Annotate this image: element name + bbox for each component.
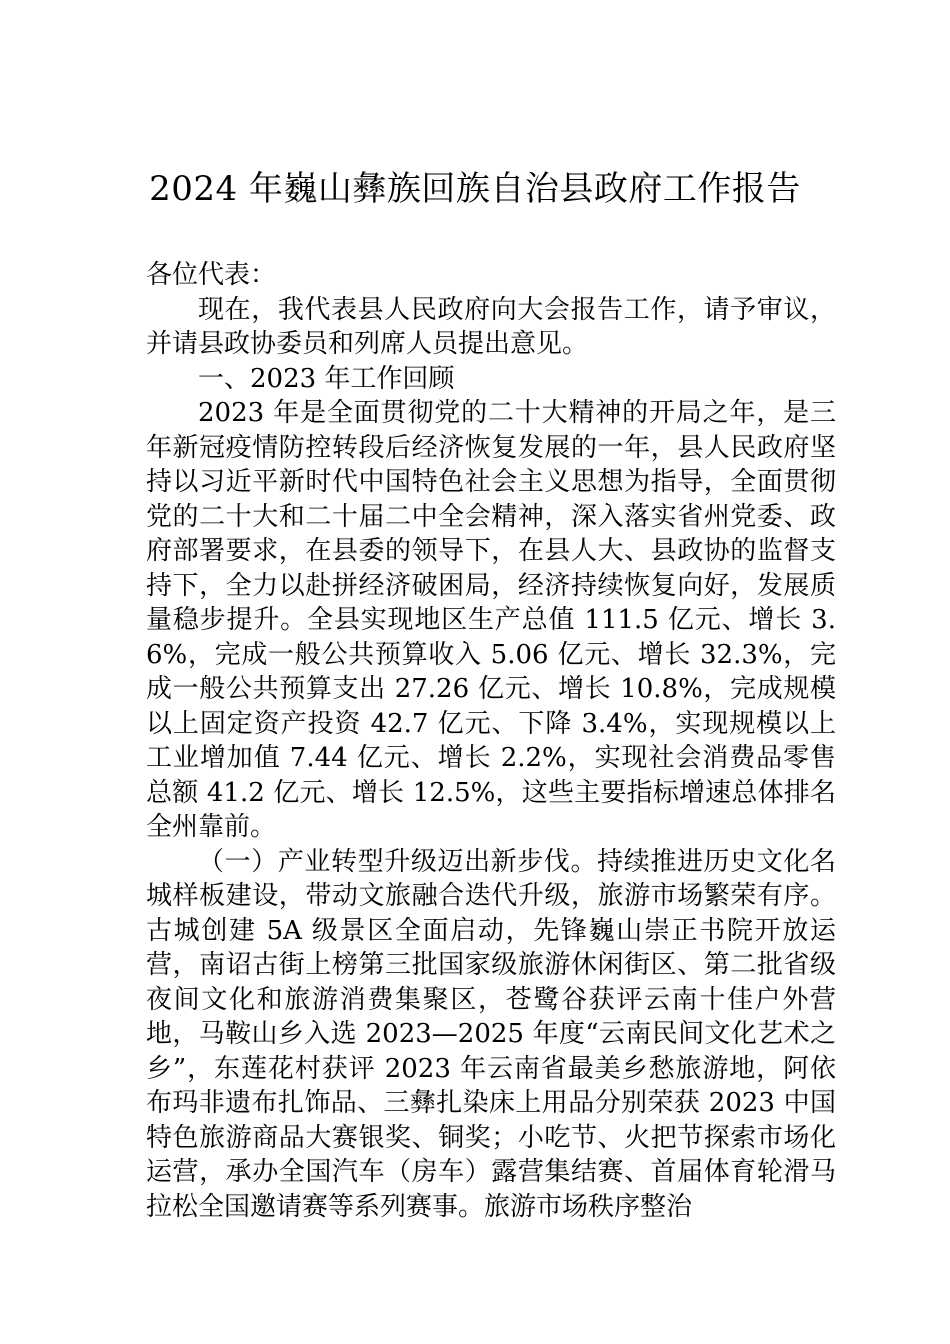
section-heading: 一、2023 年工作回顾	[198, 363, 455, 394]
paragraph-opening: 现在，我代表县人民政府向大会报告工作，请予审议，并请县政协委员和列席人员提出意见。	[146, 294, 836, 359]
paragraph-review: 2023 年是全面贯彻党的二十大精神的开局之年，是三年新冠疫情防控转段后经济恢复发展的一年，县人民政府坚持以习近平新时代中国特色社会主义思想为指导，全面贯彻党的二十大和二十届二中全会精神，深入落实省州党委、政府部署要求，在县委的领导下，在县人大、县政协的监督支持下，全力以赴拼经济破困局，经济持续恢复向好，发展质量稳步提升。全县实现地区生产总值 111.5 亿元、增长 3.6%，完成一般公共预算收入 5.06 亿元、增长 32.3%，完成一般公共预算支出 27.26 亿元、增长 10.8%，完成规模以上固定资产投资 42.7 亿元、下降 3.4%，实现规模以上工业增加值 7.44 亿元、增长 2.2%，实现社会消费品零售总额 41.2 亿元、增长 12.5%，这些主要指标增速总体排名全州靠前。	[146, 398, 836, 842]
paragraph-industry: （一）产业转型升级迈出新步伐。持续推进历史文化名城样板建设，带动文旅融合迭代升级，旅游市场繁荣有序。古城创建 5A 级景区全面启动，先锋巍山崇正书院开放运营，南诏古街上榜第三批国家级旅游休闲街区、第二批省级夜间文化和旅游消费集聚区，苍鹭谷获评云南十佳户外营地，马鞍山乡入选 2023—2025 年度“云南民间文化艺术之乡”，东莲花村获评 2023 年云南省最美乡愁旅游地，阿依布玛非遗布扎饰品、三彝扎染床上用品分别荣获 2023 中国特色旅游商品大赛银奖、铜奖；小吃节、火把节探索市场化运营，承办全国汽车（房车）露营集结赛、首届体育轮滑马拉松全国邀请赛等系列赛事。旅游市场秩序整治	[146, 846, 836, 1222]
salutation: 各位代表：	[146, 260, 277, 290]
document-title: 2024 年巍山彝族回族自治县政府工作报告	[149, 169, 801, 209]
document-body	[146, 258, 836, 1224]
